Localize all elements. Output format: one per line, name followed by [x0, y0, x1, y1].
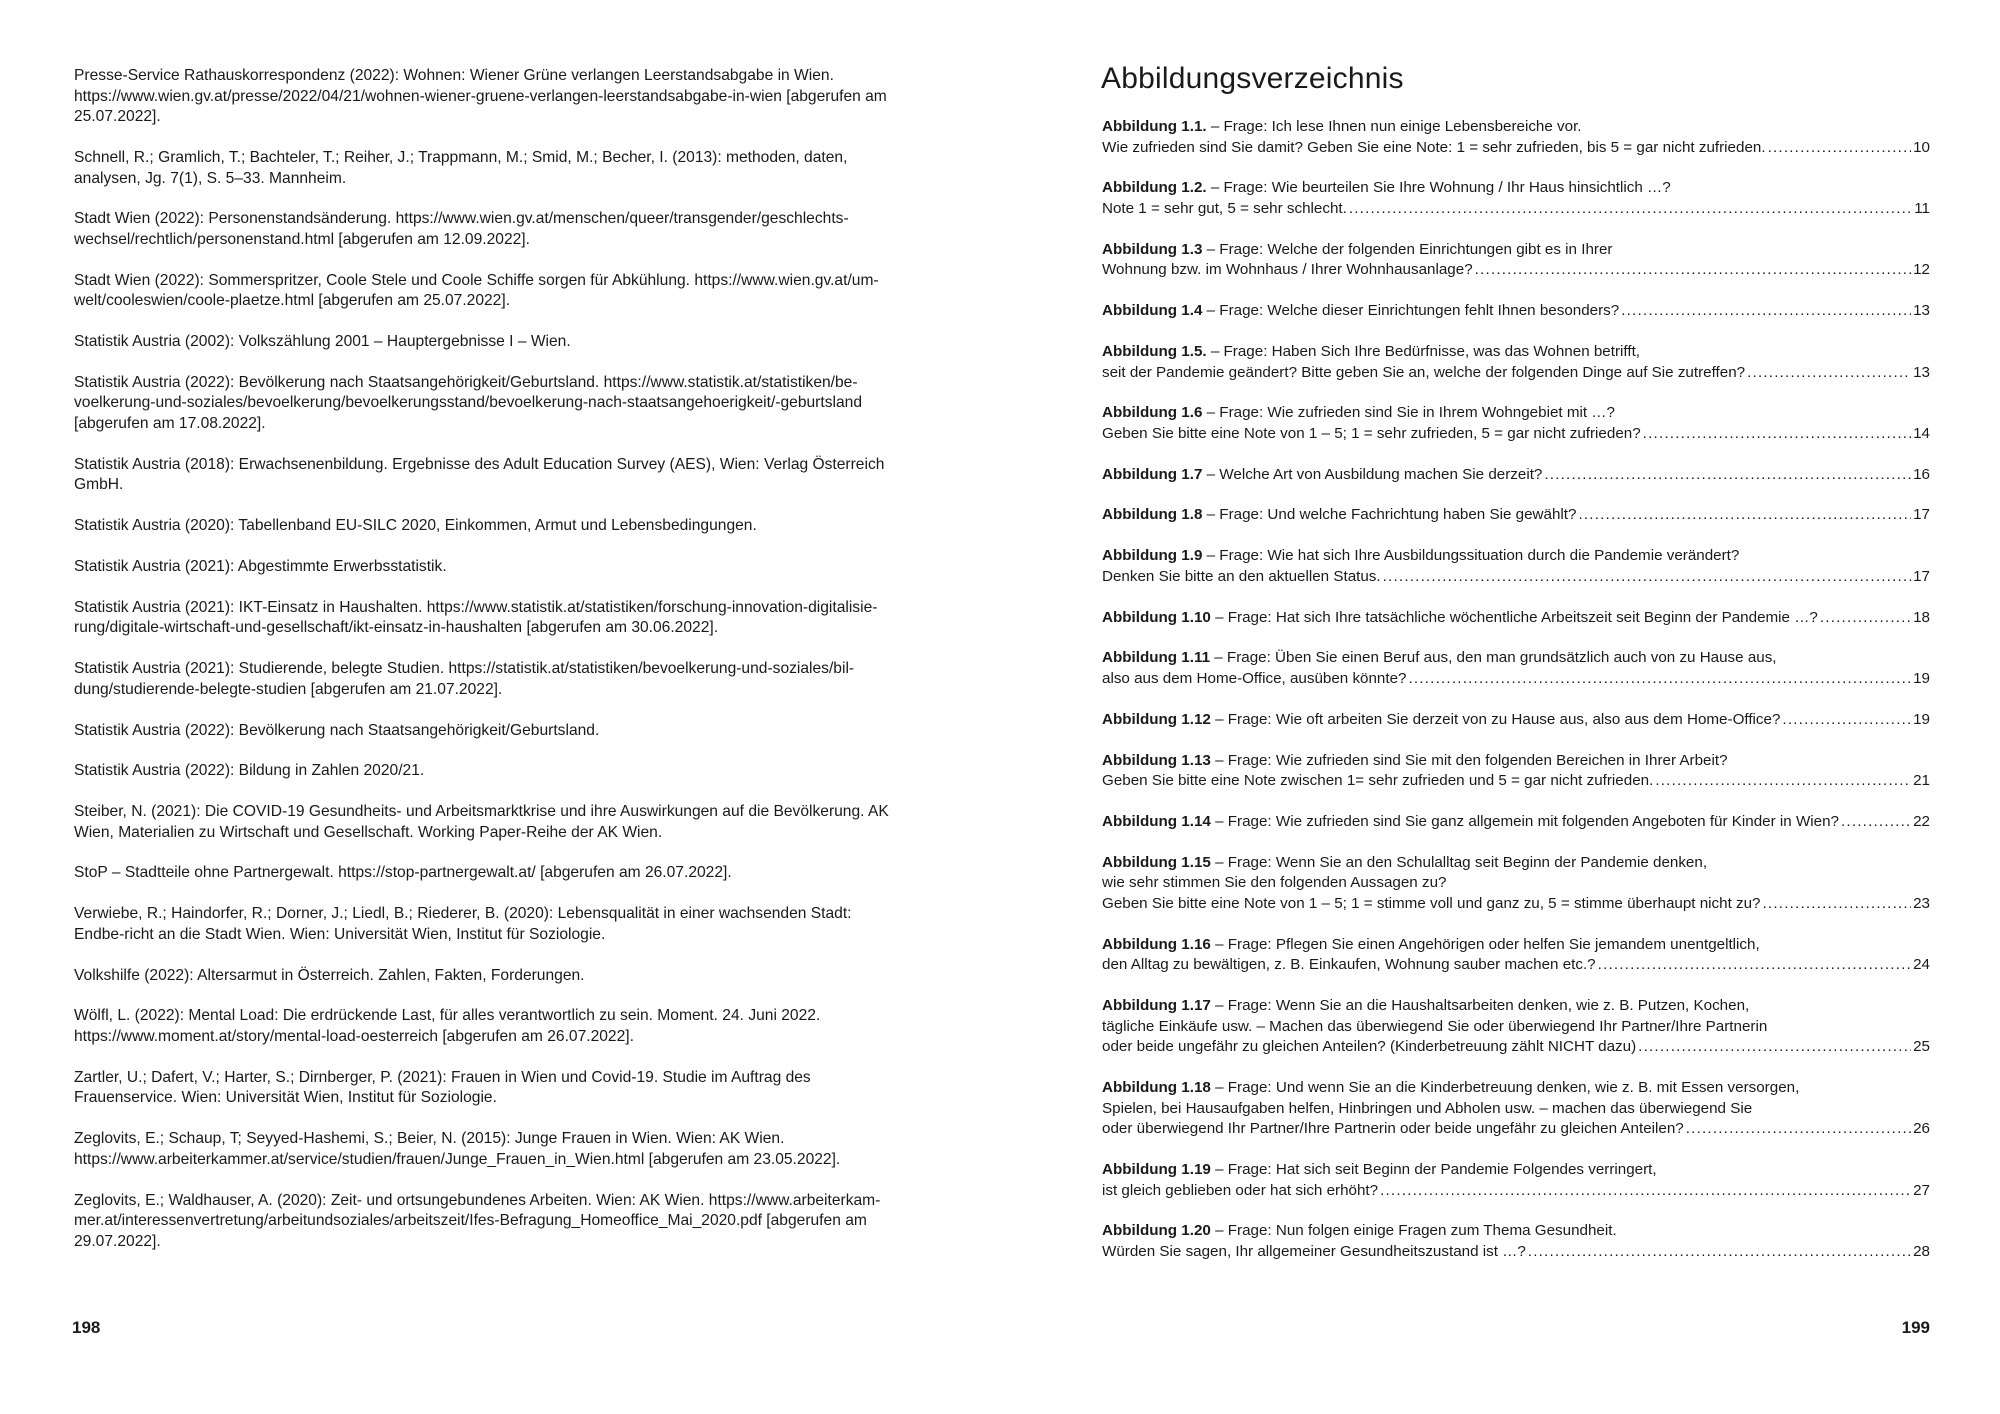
- entry-last-line: [1102, 1181, 1930, 1202]
- dot-leader: [1782, 710, 1911, 731]
- entry-line-text: tägliche Einkäufe usw. – Machen das überwiegend Sie oder überwiegend Ihr Partner/Ihre Partnerin: [1102, 1017, 1768, 1035]
- reference-item: Verwiebe, R.; Haindorfer, R.; Dorner, J.; Liedl, B.; Riederer, B. (2020): Lebensqualität in einer wachsenden Stadt: Endbe-richt an die Stadt Wien. Wien: Universität Wien, Institut für Soziologie.: [74, 905, 852, 943]
- figure-label: Abbildung 1.14: [1102, 812, 1211, 830]
- entry-last-line: [1102, 812, 1930, 833]
- entry-last-line: [1102, 669, 1930, 690]
- entry-page-number: 11: [1914, 199, 1930, 217]
- dot-leader: [1747, 363, 1911, 384]
- entry-text: [1102, 894, 1761, 915]
- figure-index-list: [1102, 117, 1930, 1283]
- figure-index-entry[interactable]: [1102, 117, 1930, 158]
- entry-text: [1102, 199, 1347, 220]
- reference-item: StoP – Stadtteile ohne Partnergewalt. https://stop-partnergewalt.at/ [abgerufen am 26.07.2022].: [74, 864, 732, 882]
- entry-page-number: 19: [1913, 710, 1930, 728]
- entry-page-number: 17: [1913, 506, 1930, 524]
- entry-line-text: – Frage: Und welche Fachrichtung haben Sie gewählt?: [1206, 506, 1577, 524]
- reference-item: Statistik Austria (2021): Abgestimmte Erwerbsstatistik.: [74, 558, 447, 575]
- entry-line-text: – Frage: Wie oft arbeiten Sie derzeit von zu Hause aus, also aus dem Home-Office?: [1215, 710, 1781, 728]
- entry-page-number: 24: [1913, 956, 1930, 974]
- dot-leader: [1383, 567, 1911, 588]
- reference-item: Statistik Austria (2022): Bildung in Zahlen 2020/21.: [74, 762, 425, 780]
- entry-line-text: – Frage: Wie hat sich Ihre Ausbildungssituation durch die Pandemie verändert?: [1206, 547, 1740, 565]
- dot-leader: [1655, 771, 1911, 792]
- entry-line: [1102, 1221, 1930, 1242]
- entry-last-line: [1102, 363, 1930, 384]
- figure-label: Abbildung 1.3: [1102, 240, 1203, 258]
- figure-label: Abbildung 1.2.: [1102, 179, 1207, 197]
- figure-index-entry[interactable]: [1102, 1221, 1930, 1262]
- entry-page-number: 12: [1913, 261, 1930, 279]
- figure-label: Abbildung 1.1.: [1102, 118, 1207, 135]
- entry-page-number: 22: [1913, 812, 1930, 830]
- entry-line: [1102, 240, 1930, 261]
- entry-page-number: 19: [1913, 669, 1930, 687]
- entry-last-line: [1102, 138, 1930, 159]
- reference-item: Statistik Austria (2018): Erwachsenenbildung. Ergebnisse des Adult Education Survey (AES), Wien: Verlag Österreich GmbH.: [74, 455, 885, 494]
- figure-label: Abbildung 1.9: [1102, 547, 1203, 565]
- entry-text: [1102, 343, 1640, 360]
- figure-index-entry[interactable]: [1102, 751, 1930, 792]
- entry-text: [1102, 771, 1653, 792]
- figure-label: Abbildung 1.13: [1102, 751, 1211, 769]
- reference-item: Statistik Austria (2002): Volkszählung 2001 – Hauptergebnisse I – Wien.: [74, 333, 571, 351]
- entry-text: [1102, 260, 1473, 281]
- figure-label: Abbildung 1.11: [1102, 649, 1211, 667]
- entry-line-text: – Frage: Haben Sich Ihre Bedürfnisse, was das Wohnen betrifft,: [1210, 342, 1641, 360]
- dot-leader: [1820, 608, 1911, 629]
- entry-page-number: 21: [1913, 772, 1930, 790]
- entry-text: [1102, 1079, 1799, 1096]
- entry-last-line: [1102, 1119, 1930, 1140]
- entry-line-text: Note 1 = sehr gut, 5 = sehr schlecht.: [1102, 199, 1347, 217]
- entry-line-text: – Frage: Üben Sie einen Beruf aus, den man grundsätzlich auch von zu Hause aus,: [1214, 649, 1777, 667]
- dot-leader: [1578, 505, 1911, 526]
- figure-index-entry[interactable]: [1102, 301, 1930, 322]
- figure-label: Abbildung 1.17: [1102, 997, 1211, 1015]
- entry-line-text: ist gleich geblieben oder hat sich erhöht?: [1102, 1181, 1379, 1199]
- entry-last-line: [1102, 301, 1930, 322]
- reference-item: Statistik Austria (2020): Tabellenband EU-SILC 2020, Einkommen, Armut und Lebensbedingungen.: [74, 517, 757, 535]
- entry-last-line: [1102, 608, 1930, 629]
- entry-text: [1102, 608, 1818, 629]
- entry-page-number: 13: [1913, 363, 1930, 381]
- entry-line: [1102, 996, 1930, 1017]
- entry-text: [1102, 710, 1780, 731]
- entry-line-text: – Frage: Wie beurteilen Sie Ihre Wohnung / Ihr Haus hinsichtlich …?: [1210, 179, 1671, 197]
- figure-label: Abbildung 1.6: [1102, 404, 1203, 422]
- entry-text: [1102, 669, 1407, 690]
- entry-line-text: oder beide ungefähr zu gleichen Anteilen? (Kinderbetreuung zählt NICHT dazu): [1102, 1038, 1637, 1056]
- figure-index-entry[interactable]: [1102, 505, 1930, 526]
- entry-line: [1102, 935, 1930, 956]
- reference-list: [74, 66, 904, 1273]
- dot-leader: [1841, 812, 1911, 833]
- entry-line-text: Geben Sie bitte eine Note von 1 – 5; 1 = sehr zufrieden, 5 = gar nicht zufrieden?: [1102, 424, 1641, 442]
- figure-index-entry[interactable]: [1102, 546, 1930, 587]
- entry-text: [1102, 1100, 1752, 1117]
- entry-last-line: [1102, 1242, 1930, 1263]
- entry-last-line: [1102, 424, 1930, 445]
- entry-last-line: [1102, 955, 1930, 976]
- entry-text: [1102, 363, 1745, 384]
- entry-text: [1102, 1222, 1617, 1239]
- entry-line-text: – Frage: Wie zufrieden sind Sie in Ihrem Wohngebiet mit …?: [1206, 404, 1615, 422]
- figure-label: Abbildung 1.12: [1102, 710, 1211, 728]
- entry-text: [1102, 1161, 1657, 1178]
- entry-line-text: – Welche Art von Ausbildung machen Sie derzeit?: [1206, 465, 1543, 483]
- dot-leader: [1686, 1119, 1911, 1140]
- reference-item: Schnell, R.; Gramlich, T.; Bachteler, T.; Reiher, J.; Trappmann, M.; Smid, M.; Becher, I. (2013): methoden, daten, analysen, Jg. 7(1), S. 5–33. Mannheim.: [74, 148, 848, 187]
- reference-item: Presse-Service Rathauskorrespondenz (2022): Wohnen: Wiener Grüne verlangen Leerstandsabgabe in Wien. https://www.wien.gv.at/presse/2022/04/21/wohnen-wiener-gruene-verlangen-leerstandsabgabe-in-wien [abgerufen am 25.07.2022].: [74, 67, 887, 126]
- figure-index-entry[interactable]: [1102, 608, 1930, 629]
- toc-title: Abbildungsverzeichnis: [1101, 62, 1404, 95]
- entry-text: [1102, 241, 1612, 258]
- entry-line: [1102, 648, 1930, 669]
- entry-text: [1102, 812, 1839, 833]
- entry-last-line: [1102, 710, 1930, 731]
- dot-leader: [1528, 1242, 1911, 1263]
- entry-line: [1102, 853, 1930, 874]
- entry-line-text: – Frage: Hat sich Ihre tatsächliche wöchentliche Arbeitszeit seit Beginn der Pandemie …?: [1215, 608, 1818, 626]
- figure-index-entry[interactable]: [1102, 1160, 1930, 1201]
- entry-text: [1102, 955, 1596, 976]
- entry-line-text: also aus dem Home-Office, ausüben könnte?: [1102, 669, 1407, 687]
- entry-line: [1102, 342, 1930, 363]
- entry-page-number: 25: [1913, 1038, 1930, 1056]
- entry-text: [1102, 874, 1446, 891]
- entry-text: [1102, 1037, 1636, 1058]
- entry-last-line: [1102, 260, 1930, 281]
- reference-item: Statistik Austria (2021): IKT-Einsatz in Haushalten. https://www.statistik.at/statistiken/forschung-innovation-digitalisie-rung/digitale-wirtschaft-und-gesellschaft/ikt-einsatz-in-haushalten [abgerufen am 30.06.2022].: [74, 598, 878, 637]
- entry-line-text: Wie zufrieden sind Sie damit? Geben Sie eine Note: 1 = sehr zufrieden, bis 5 = gar nicht zufrieden.: [1102, 138, 1766, 156]
- figure-index-entry[interactable]: [1102, 710, 1930, 731]
- figure-index-entry[interactable]: [1102, 853, 1930, 915]
- right-page: [1000, 0, 2000, 1414]
- entry-page-number: 26: [1913, 1120, 1930, 1138]
- reference-item: Stadt Wien (2022): Sommerspritzer, Coole Stele und Coole Schiffe sorgen für Abkühlung. https://www.wien.gv.at/um-welt/cooleswien/coole-plaetze.html [abgerufen am 25.07.2022].: [74, 271, 879, 310]
- entry-line: [1102, 1160, 1930, 1181]
- dot-leader: [1349, 199, 1912, 220]
- dot-leader: [1380, 1181, 1911, 1202]
- entry-last-line: [1102, 1037, 1930, 1058]
- entry-line: [1102, 178, 1930, 199]
- entry-line-text: – Frage: Welche der folgenden Einrichtungen gibt es in Ihrer: [1206, 240, 1613, 258]
- entry-line-text: den Alltag zu bewältigen, z. B. Einkaufen, Wohnung sauber machen etc.?: [1102, 956, 1596, 974]
- entry-line-text: Wohnung bzw. im Wohnhaus / Ihrer Wohnhausanlage?: [1102, 261, 1473, 279]
- entry-line: [1102, 546, 1930, 567]
- entry-text: [1102, 138, 1766, 159]
- entry-line: [1102, 873, 1930, 894]
- entry-last-line: [1102, 894, 1930, 915]
- figure-label: Abbildung 1.4: [1102, 302, 1203, 320]
- dot-leader: [1643, 424, 1911, 445]
- figure-index-entry[interactable]: [1102, 403, 1930, 444]
- figure-index-entry[interactable]: [1102, 465, 1930, 486]
- figure-index-entry[interactable]: [1102, 648, 1930, 689]
- reference-item: Zeglovits, E.; Schaup, T; Seyyed-Hashemi, S.; Beier, N. (2015): Junge Frauen in Wien. Wien: AK Wien. https://www.arbeiterkammer.at/service/studien/frauen/Junge_Frauen_in_Wien.html [abgerufen am 23.05.2022].: [74, 1130, 841, 1168]
- entry-text: [1102, 854, 1707, 871]
- entry-last-line: [1102, 771, 1930, 792]
- reference-item: Statistik Austria (2022): Bevölkerung nach Staatsangehörigkeit/Geburtsland. https://www.statistik.at/statistiken/be-voelkerung-und-soziales/bevoelkerung/bevoelkerungsstand/bevoelkerung-nach-staatsangehoerigkeit/-geburtsland [abgerufen am 17.08.2022].: [74, 373, 862, 433]
- figure-index-entry[interactable]: [1102, 996, 1930, 1058]
- entry-text: [1102, 424, 1641, 445]
- dot-leader: [1475, 260, 1911, 281]
- entry-line-text: – Frage: Welche dieser Einrichtungen fehlt Ihnen besonders?: [1206, 302, 1620, 320]
- figure-label: Abbildung 1.5.: [1102, 342, 1207, 360]
- reference-item: Volkshilfe (2022): Altersarmut in Österreich. Zahlen, Fakten, Forderungen.: [74, 966, 585, 984]
- entry-line-text: – Frage: Wenn Sie an die Haushaltsarbeiten denken, wie z. B. Putzen, Kochen,: [1215, 997, 1750, 1015]
- figure-index-entry[interactable]: [1102, 342, 1930, 383]
- entry-page-number: 18: [1913, 608, 1930, 626]
- reference-item: Stadt Wien (2022): Personenstandsänderung. https://www.wien.gv.at/menschen/queer/transgender/geschlechts-wechsel/rechtlich/personenstand.html [abgerufen am 12.09.2022].: [74, 210, 849, 248]
- figure-index-entry[interactable]: [1102, 240, 1930, 281]
- figure-label: Abbildung 1.20: [1102, 1222, 1211, 1240]
- entry-line: [1102, 1017, 1930, 1038]
- entry-line-text: – Frage: Wie zufrieden sind Sie mit den folgenden Bereichen in Ihrer Arbeit?: [1215, 751, 1728, 769]
- entry-page-number: 14: [1913, 424, 1930, 442]
- entry-page-number: 23: [1913, 894, 1930, 912]
- entry-page-number: 27: [1913, 1181, 1930, 1199]
- entry-line-text: Denken Sie bitte an den aktuellen Status.: [1102, 567, 1381, 585]
- reference-item: Zeglovits, E.; Waldhauser, A. (2020): Zeit- und ortsungebundenes Arbeiten. Wien: AK Wien. https://www.arbeiterkam-mer.at/interessenvertretung/arbeitundsoziales/arbeitszeit/Ifes-Befragung_Homeoffice_Mai_2020.pdf [abgerufen am 29.07.2022].: [74, 1191, 881, 1250]
- entry-text: [1102, 1018, 1767, 1035]
- dot-leader: [1544, 465, 1911, 486]
- entry-line-text: – Frage: Wenn Sie an den Schulalltag seit Beginn der Pandemie denken,: [1215, 853, 1708, 871]
- figure-label: Abbildung 1.10: [1102, 608, 1211, 626]
- entry-line-text: – Frage: Und wenn Sie an die Kinderbetreuung denken, wie z. B. mit Essen versorgen,: [1215, 1079, 1800, 1096]
- entry-text: [1102, 649, 1777, 666]
- entry-page-number: 10: [1913, 138, 1930, 156]
- entry-text: [1102, 465, 1542, 486]
- figure-label: Abbildung 1.8: [1102, 506, 1203, 524]
- entry-text: [1102, 179, 1671, 196]
- dot-leader: [1768, 138, 1912, 159]
- figure-label: Abbildung 1.18: [1102, 1079, 1211, 1096]
- figure-label: Abbildung 1.7: [1102, 465, 1203, 483]
- entry-text: [1102, 547, 1739, 564]
- entry-line-text: seit der Pandemie geändert? Bitte geben Sie an, welche der folgenden Dinge auf Sie zutreffen?: [1102, 363, 1746, 381]
- entry-line: [1102, 1078, 1930, 1099]
- figure-index-entry[interactable]: [1102, 178, 1930, 219]
- entry-text: [1102, 404, 1615, 421]
- entry-last-line: [1102, 505, 1930, 526]
- dot-leader: [1621, 301, 1911, 322]
- entry-text: [1102, 1242, 1526, 1263]
- reference-item: Statistik Austria (2021): Studierende, belegte Studien. https://statistik.at/statistiken/bevoelkerung-und-soziales/bil-dung/studierende-belegte-studien [abgerufen am 21.07.2022].: [74, 660, 855, 698]
- entry-text: [1102, 118, 1582, 135]
- entry-line-text: – Frage: Pflegen Sie einen Angehörigen oder helfen Sie jemandem unentgeltlich,: [1215, 935, 1760, 953]
- entry-page-number: 13: [1913, 302, 1930, 320]
- entry-line-text: – Frage: Ich lese Ihnen nun einige Lebensbereiche vor.: [1210, 118, 1582, 135]
- page-number-left: 198: [72, 1318, 101, 1337]
- entry-line-text: wie sehr stimmen Sie den folgenden Aussagen zu?: [1102, 874, 1447, 892]
- entry-line: [1102, 117, 1930, 138]
- entry-page-number: 28: [1913, 1242, 1930, 1260]
- figure-index-entry[interactable]: [1102, 1078, 1930, 1140]
- figure-index-entry[interactable]: [1102, 935, 1930, 976]
- entry-line: [1102, 751, 1930, 772]
- entry-text: [1102, 301, 1619, 322]
- figure-label: Abbildung 1.16: [1102, 935, 1211, 953]
- reference-item: Zartler, U.; Dafert, V.; Harter, S.; Dirnberger, P. (2021): Frauen in Wien und Covid-19. Studie im Auftrag des Frauenservice. Wien: Universität Wien, Institut für Soziologie.: [74, 1068, 811, 1107]
- dot-leader: [1409, 669, 1912, 690]
- figure-label: Abbildung 1.19: [1102, 1160, 1211, 1178]
- entry-text: [1102, 505, 1576, 526]
- page-number-right: 199: [1901, 1318, 1930, 1337]
- entry-page-number: 16: [1913, 465, 1930, 483]
- entry-text: [1102, 936, 1760, 953]
- dot-leader: [1638, 1037, 1911, 1058]
- entry-line-text: – Frage: Nun folgen einige Fragen zum Thema Gesundheit.: [1215, 1222, 1617, 1240]
- entry-line-text: Spielen, bei Hausaufgaben helfen, Hinbringen und Abholen usw. – machen das überwiegend Sie: [1102, 1099, 1753, 1117]
- figure-label: Abbildung 1.15: [1102, 853, 1211, 871]
- entry-text: [1102, 1119, 1684, 1140]
- entry-text: [1102, 1181, 1378, 1202]
- dot-leader: [1763, 894, 1912, 915]
- entry-line-text: Geben Sie bitte eine Note von 1 – 5; 1 = stimme voll und ganz zu, 5 = stimme überhaupt nicht zu?: [1102, 894, 1761, 912]
- reference-item: Wölfl, L. (2022): Mental Load: Die erdrückende Last, für alles verantwortlich zu sein. Moment. 24. Juni 2022. https://www.moment.at/story/mental-load-oesterreich [abgerufen am 26.07.2022].: [74, 1007, 821, 1045]
- reference-item: Steiber, N. (2021): Die COVID-19 Gesundheits- und Arbeitsmarktkrise und ihre Auswirkungen auf die Bevölkerung. AK Wien, Materialien zu Wirtschaft und Gesellschaft. Working Paper-Reihe der AK Wien.: [74, 803, 889, 841]
- entry-last-line: [1102, 465, 1930, 486]
- entry-line-text: Würden Sie sagen, Ihr allgemeiner Gesundheitszustand ist …?: [1102, 1242, 1526, 1260]
- entry-line-text: – Frage: Wie zufrieden sind Sie ganz allgemein mit folgenden Angeboten für Kinder in Wien?: [1215, 812, 1839, 830]
- entry-line: [1102, 1099, 1930, 1120]
- figure-index-entry[interactable]: [1102, 812, 1930, 833]
- reference-item: Statistik Austria (2022): Bevölkerung nach Staatsangehörigkeit/Geburtsland.: [74, 721, 600, 739]
- entry-last-line: [1102, 567, 1930, 588]
- entry-text: [1102, 997, 1749, 1014]
- entry-page-number: 17: [1913, 567, 1930, 585]
- entry-line: [1102, 403, 1930, 424]
- entry-line-text: Geben Sie bitte eine Note zwischen 1= sehr zufrieden und 5 = gar nicht zufrieden.: [1102, 772, 1654, 790]
- entry-line-text: oder überwiegend Ihr Partner/Ihre Partnerin oder beide ungefähr zu gleichen Anteilen?: [1102, 1120, 1684, 1138]
- entry-text: [1102, 752, 1728, 769]
- entry-text: [1102, 567, 1381, 588]
- entry-line-text: – Frage: Hat sich seit Beginn der Pandemie Folgendes verringert,: [1215, 1160, 1657, 1178]
- dot-leader: [1598, 955, 1911, 976]
- entry-last-line: [1102, 199, 1930, 220]
